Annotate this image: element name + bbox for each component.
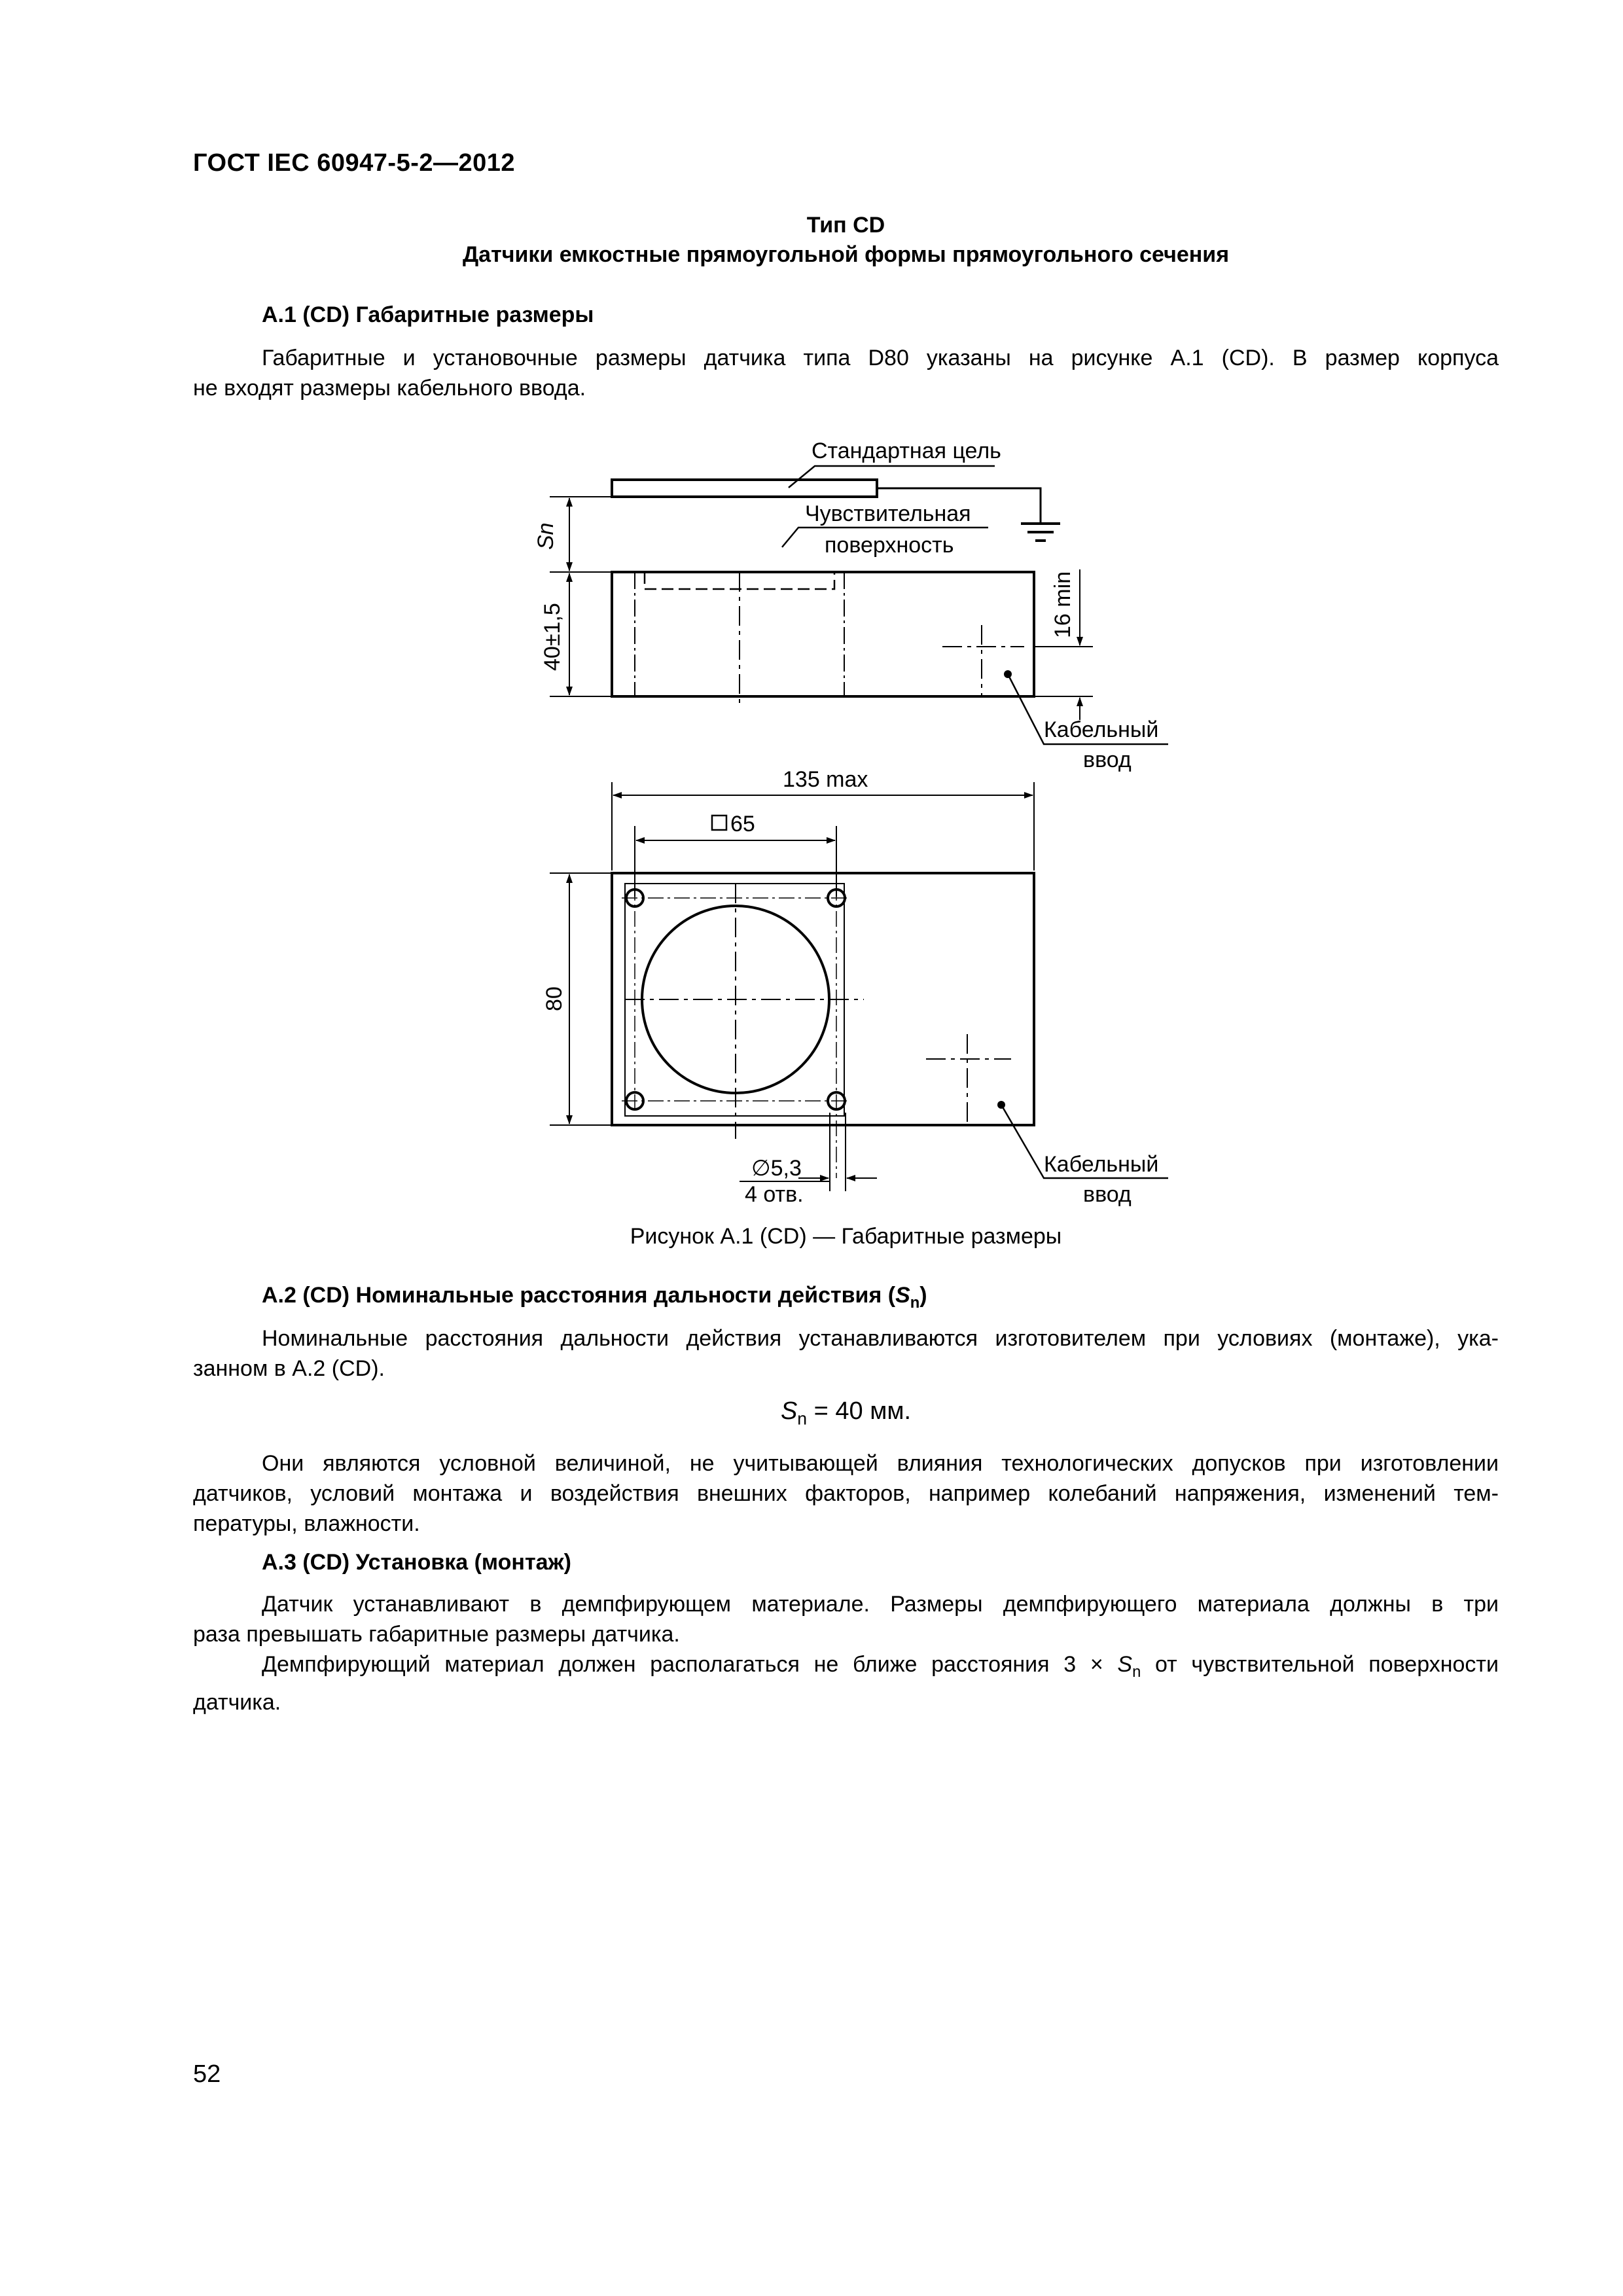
a3-p2-line-1: Демпфирующий материал должен располагаться не ближе расстояния $3 \times S_n$ от чувствительной поверхности <box>262 1652 1499 1681</box>
square-icon <box>712 816 726 830</box>
dim-hole-diameter: ∅5,3 <box>751 1156 802 1181</box>
dim-65: 65 <box>730 812 755 836</box>
page-number: 52 <box>193 2060 221 2088</box>
a2-p2-line-2: датчиков, условий монтажа и воздействия внешних факторов, например колебаний напряжения, изменений тем- <box>193 1481 1499 1506</box>
dim-holes-count: 4 отв. <box>745 1182 804 1207</box>
section-a2-paragraph <box>193 1323 1499 1384</box>
a2-line-1: Номинальные расстояния дальности действия устанавливаются изготовителем при условиях (монтаже), ука- <box>262 1326 1499 1351</box>
section-subtitle: Датчики емкостные прямоугольной формы прямоугольного сечения <box>462 242 1230 267</box>
figure-caption: Рисунок А.1 (CD) — Габаритные размеры <box>630 1224 1062 1249</box>
section-a3-paragraph-2 <box>193 1649 1499 1717</box>
a3-line-2: раза превышать габаритные размеры датчика. <box>193 1622 680 1647</box>
document-header: ГОСТ IEC 60947-5-2—2012 <box>193 149 516 177</box>
label-sensitive-2: поверхность <box>825 533 954 558</box>
formula-sn: $S_n = 40$ мм. <box>780 1397 912 1429</box>
a1-line-2: не входят размеры кабельного ввода. <box>193 376 586 401</box>
label-cable-top-2: ввод <box>1083 1182 1132 1207</box>
label-cable-side-1: Кабельный <box>1044 717 1159 742</box>
dim-135max: 135 max <box>783 767 868 792</box>
label-cable-top-1: Кабельный <box>1044 1152 1159 1177</box>
label-sensitive-1: Чувствительная <box>805 501 971 526</box>
dim-80: 80 <box>542 986 567 1011</box>
section-a3-heading: А.3 (CD) Установка (монтаж) <box>262 1550 571 1575</box>
section-a2-heading: А.2 (CD) Номинальные расстояния дальности действия $(S_n)$ <box>262 1283 927 1312</box>
a1-line-1: Габаритные и установочные размеры датчика типа D80 указаны на рисунке А.1 (CD). В размер корпуса <box>262 346 1499 370</box>
dim-height: 40±1,5 <box>540 603 565 671</box>
section-a2-paragraph-2 <box>193 1448 1499 1539</box>
dim-sn: Sn <box>533 522 558 550</box>
label-cable-side-2: ввод <box>1083 747 1132 772</box>
a3-line-1: Датчик устанавливают в демпфирующем материале. Размеры демпфирующего материала должны в три <box>262 1592 1499 1617</box>
sensor-body-side <box>612 572 1034 696</box>
target-plate <box>612 480 877 497</box>
label-standard-target: Стандартная цель <box>812 439 1001 463</box>
a3-p2-line-2: датчика. <box>193 1689 281 1715</box>
section-a3-paragraph <box>193 1589 1499 1649</box>
a2-p2-line-1: Они являются условной величиной, не учитывающей влияния технологических допусков при изготовлении <box>262 1451 1499 1476</box>
a2-p2-line-3: пературы, влажности. <box>193 1511 420 1536</box>
a2-line-2: занном в А.2 (CD). <box>193 1356 385 1381</box>
dim-16min: 16 min <box>1050 571 1075 638</box>
section-a1-heading: А.1 (CD) Габаритные размеры <box>262 302 594 327</box>
type-title: Тип CD <box>806 213 885 238</box>
